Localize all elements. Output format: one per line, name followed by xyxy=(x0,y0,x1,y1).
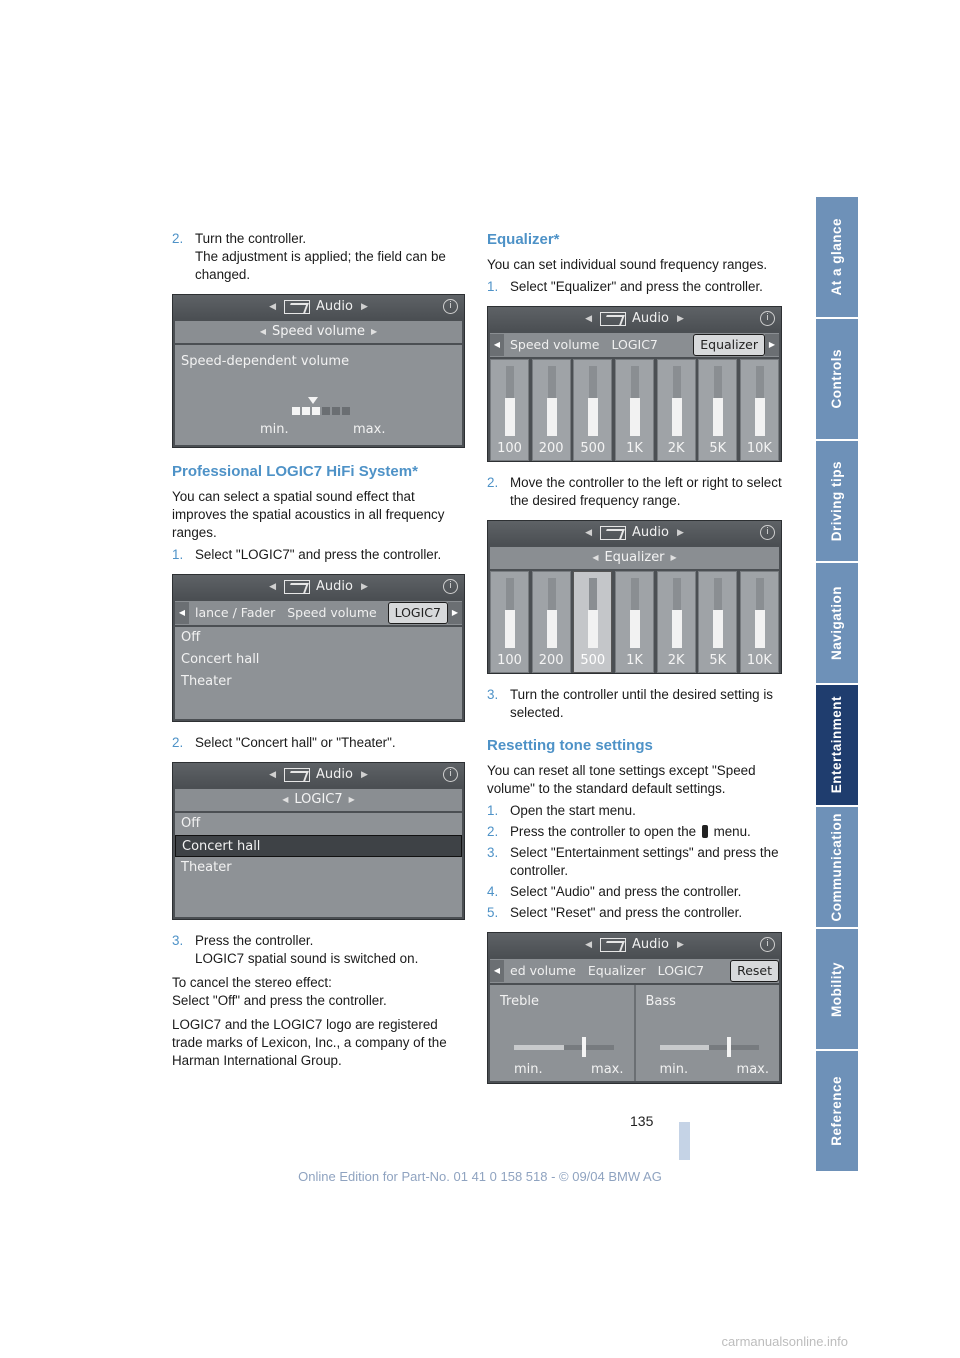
right-arrow-icon: ▶ xyxy=(348,795,355,804)
step-text: Select "Audio" and press the controller. xyxy=(510,884,742,899)
step-text: LOGIC7 spatial sound is switched on. xyxy=(195,951,419,966)
eq-band-label: 100 xyxy=(497,441,522,456)
screen-subtitle: LOGIC7 xyxy=(294,792,343,807)
page-number: 135 xyxy=(630,1113,654,1129)
paragraph: You can set individual sound frequency ranges. xyxy=(487,257,768,272)
section-heading: Resetting tone settings xyxy=(487,737,653,754)
screen-title-bar xyxy=(488,307,781,331)
left-arrow-icon: ◀ xyxy=(175,602,189,624)
step-text: Select "Reset" and press the controller. xyxy=(510,905,743,920)
right-arrow-icon: ▶ xyxy=(360,770,368,780)
page-marker xyxy=(679,1122,690,1160)
screen-subtitle-bar xyxy=(490,547,779,569)
left-arrow-icon: ◀ xyxy=(259,327,266,336)
list-item: Off xyxy=(181,816,201,831)
tab-balance-fader: lance / Fader xyxy=(195,605,276,620)
screen-tabs xyxy=(175,601,462,625)
eq-band xyxy=(615,359,654,461)
eq-band-label: 1K xyxy=(626,441,643,456)
info-icon: i xyxy=(760,525,775,540)
info-icon: i xyxy=(443,579,458,594)
max-label: max. xyxy=(736,1062,769,1077)
eq-band xyxy=(573,359,612,461)
left-arrow-icon: ◀ xyxy=(592,553,599,562)
info-icon: i xyxy=(760,937,775,952)
screen-title: Audio xyxy=(632,525,669,540)
left-arrow-icon: ◀ xyxy=(282,795,289,804)
eq-band xyxy=(657,571,696,673)
indicator-triangle-icon xyxy=(308,397,318,404)
equalizer-bands xyxy=(488,357,781,461)
trademark-note: LOGIC7 and the LOGIC7 logo are registered trade marks of Lexicon, Inc., a company of the Harman International Group. xyxy=(172,1017,447,1068)
audio-logo-icon xyxy=(284,300,310,314)
right-arrow-icon: ▶ xyxy=(765,334,779,356)
tab-logic7: LOGIC7 xyxy=(611,337,658,352)
step-text: Open the start menu. xyxy=(510,803,636,818)
speed-volume-panel xyxy=(175,345,462,445)
sidebar-item-controls[interactable]: Controls xyxy=(816,319,858,439)
step-number: 1. xyxy=(487,803,499,818)
step-text: Select "Entertainment settings" and press the controller. xyxy=(510,845,779,878)
info-icon: i xyxy=(443,767,458,782)
logic7-options-panel xyxy=(175,813,462,917)
paragraph: To cancel the stereo effect: xyxy=(172,975,332,990)
eq-band-label: 10K xyxy=(746,653,772,668)
tab-equalizer: Equalizer xyxy=(693,334,765,356)
reset-screen xyxy=(487,932,782,1084)
eq-band xyxy=(698,359,737,461)
screen-title-bar xyxy=(488,521,781,545)
screen-title-bar xyxy=(488,933,781,957)
screen-subtitle: Equalizer xyxy=(604,550,665,565)
step-text: The adjustment is applied; the field can be changed. xyxy=(195,249,446,282)
step-number: 3. xyxy=(487,845,499,860)
info-icon: i xyxy=(760,311,775,326)
section-heading: Equalizer* xyxy=(487,231,560,248)
audio-logo-icon xyxy=(600,312,626,326)
tab-speed-volume: ed volume xyxy=(510,963,576,978)
eq-band xyxy=(490,571,529,673)
screen-title: Audio xyxy=(632,311,669,326)
eq-band-label: 2K xyxy=(667,441,685,456)
step-text: Press the controller. xyxy=(195,933,314,948)
eq-band-label: 100 xyxy=(497,653,522,668)
left-arrow-icon: ◀ xyxy=(585,528,593,538)
tab-speed-volume: Speed volume xyxy=(287,605,377,620)
step-item xyxy=(172,734,465,752)
screen-title: Audio xyxy=(316,767,353,782)
step-text: Turn the controller. xyxy=(195,231,307,246)
left-arrow-icon: ◀ xyxy=(490,334,504,356)
step-text: Select "Concert hall" or "Theater". xyxy=(195,735,396,750)
step-item xyxy=(487,686,782,722)
eq-band xyxy=(698,571,737,673)
step-text: Press the controller to open the xyxy=(510,824,697,839)
eq-band-label: 200 xyxy=(538,653,564,668)
info-menu-icon xyxy=(702,825,708,838)
screen-title: Audio xyxy=(632,937,669,952)
paragraph: Select "Off" and press the controller. xyxy=(172,993,387,1008)
equalizer-band-screen xyxy=(487,520,782,674)
right-column xyxy=(487,230,782,1096)
min-label: min. xyxy=(260,422,289,437)
eq-band-label: 5K xyxy=(709,441,727,456)
bass-slider-knob xyxy=(727,1037,731,1057)
chapter-sidebar xyxy=(816,197,858,1173)
step-item xyxy=(487,474,782,510)
left-column xyxy=(172,230,465,1074)
right-arrow-icon: ▶ xyxy=(676,528,684,538)
audio-logo-icon xyxy=(600,526,626,540)
step-number: 2. xyxy=(172,231,184,246)
info-icon: i xyxy=(443,299,458,314)
step-item xyxy=(172,230,465,284)
list-item: Off xyxy=(181,630,201,645)
step-item xyxy=(172,546,465,564)
screen-subtitle-bar xyxy=(175,789,462,811)
screen-subtitle-bar xyxy=(175,321,462,343)
treble-bass-panel xyxy=(490,985,779,1081)
screen-tabs xyxy=(490,959,779,983)
left-arrow-icon: ◀ xyxy=(585,940,593,950)
step-item xyxy=(487,904,782,922)
right-arrow-icon: ▶ xyxy=(448,602,462,624)
logic7-options-panel xyxy=(175,627,462,719)
left-arrow-icon: ◀ xyxy=(269,582,277,592)
bass-control xyxy=(634,985,780,1081)
treble-control xyxy=(490,985,634,1081)
list-item: Theater xyxy=(181,860,232,875)
step-number: 5. xyxy=(487,905,499,920)
left-arrow-icon: ◀ xyxy=(269,770,277,780)
logic7-tabs-screen xyxy=(172,574,465,722)
screen-title-bar xyxy=(173,763,464,787)
step-number: 1. xyxy=(487,279,499,294)
tab-logic7: LOGIC7 xyxy=(388,602,448,624)
equalizer-bands xyxy=(488,569,781,673)
step-number: 2. xyxy=(487,824,499,839)
eq-band-label: 10K xyxy=(746,441,772,456)
list-item: Theater xyxy=(181,674,232,689)
right-arrow-icon: ▶ xyxy=(670,553,677,562)
bass-label: Bass xyxy=(645,994,676,1009)
screen-title: Audio xyxy=(316,579,353,594)
speed-volume-screen xyxy=(172,294,465,448)
eq-band xyxy=(490,359,529,461)
tab-reset: Reset xyxy=(730,960,779,982)
audio-logo-icon xyxy=(284,580,310,594)
step-text: Move the controller to the left or right to select the desired frequency range. xyxy=(510,475,782,508)
watermark: carmanualsonline.info xyxy=(721,1334,848,1349)
right-arrow-icon: ▶ xyxy=(371,327,378,336)
right-arrow-icon: ▶ xyxy=(676,940,684,950)
sidebar-item-reference[interactable]: Reference xyxy=(816,1051,858,1171)
treble-label: Treble xyxy=(500,994,539,1009)
eq-band-label: 500 xyxy=(580,441,606,456)
left-arrow-icon: ◀ xyxy=(490,960,504,982)
screen-title-bar xyxy=(173,575,464,599)
screen-title: Audio xyxy=(316,299,353,314)
sidebar-item-navigation[interactable]: Navigation xyxy=(816,563,858,683)
eq-band xyxy=(740,359,779,461)
paragraph: You can select a spatial sound effect that improves the spatial acoustics in all frequency ranges. xyxy=(172,489,445,540)
max-label: max. xyxy=(353,422,386,437)
step-number: 3. xyxy=(172,933,184,948)
eq-band-label: 1K xyxy=(626,653,643,668)
step-item xyxy=(172,932,465,968)
logic7-list-screen xyxy=(172,762,465,920)
screen-tabs xyxy=(490,333,779,357)
step-text: Select "Equalizer" and press the controller. xyxy=(510,279,763,294)
min-label: min. xyxy=(659,1062,689,1077)
sidebar-item-mobility[interactable]: Mobility xyxy=(816,929,858,1049)
audio-logo-icon xyxy=(600,938,626,952)
volume-level-bar xyxy=(292,407,352,415)
tab-speed-volume: Speed volume xyxy=(510,337,600,352)
sidebar-item-communication[interactable]: Communication xyxy=(816,807,858,927)
step-item xyxy=(487,823,782,841)
sidebar-item-driving-tips[interactable]: Driving tips xyxy=(816,441,858,561)
step-text: Turn the controller until the desired setting is selected. xyxy=(510,687,773,720)
audio-logo-icon xyxy=(284,768,310,782)
step-item xyxy=(487,844,782,880)
screen-subtitle: Speed volume xyxy=(271,324,366,339)
list-item-selected: Concert hall xyxy=(175,835,462,857)
paragraph: You can reset all tone settings except "Speed volume" to the standard default settings. xyxy=(487,763,756,796)
eq-band-label: 5K xyxy=(709,653,727,668)
eq-band-label: 200 xyxy=(538,441,564,456)
left-arrow-icon: ◀ xyxy=(269,302,277,312)
sidebar-item-entertainment[interactable]: Entertainment xyxy=(816,685,858,805)
right-arrow-icon: ▶ xyxy=(360,302,368,312)
tab-logic7: LOGIC7 xyxy=(657,963,705,978)
equalizer-tabs-screen xyxy=(487,306,782,462)
step-text: Select "LOGIC7" and press the controller. xyxy=(195,547,442,562)
eq-band xyxy=(657,359,696,461)
step-number: 2. xyxy=(487,475,499,490)
section-heading: Professional LOGIC7 HiFi System* xyxy=(172,463,418,480)
step-item xyxy=(487,883,782,901)
max-label: max. xyxy=(591,1062,624,1077)
min-label: min. xyxy=(514,1062,543,1077)
treble-slider-knob xyxy=(582,1037,586,1057)
eq-band-label: 2K xyxy=(667,653,685,668)
step-item xyxy=(487,278,782,296)
eq-band xyxy=(532,359,571,461)
footer-text: Online Edition for Part-No. 01 41 0 158 518 - © 09/04 BMW AG xyxy=(298,1169,662,1184)
right-arrow-icon: ▶ xyxy=(360,582,368,592)
step-text: menu. xyxy=(713,824,751,839)
step-number: 1. xyxy=(172,547,184,562)
step-number: 3. xyxy=(487,687,499,702)
eq-band xyxy=(615,571,654,673)
step-item xyxy=(487,802,782,820)
eq-band xyxy=(740,571,779,673)
eq-band xyxy=(532,571,571,673)
eq-band-label: 500 xyxy=(580,653,606,668)
eq-band-selected xyxy=(573,571,612,673)
left-arrow-icon: ◀ xyxy=(585,314,593,324)
tab-equalizer: Equalizer xyxy=(587,963,646,978)
step-number: 4. xyxy=(487,884,499,899)
sidebar-item-at-a-glance[interactable]: At a glance xyxy=(816,197,858,317)
screen-title-bar xyxy=(173,295,464,319)
panel-label: Speed-dependent volume xyxy=(181,354,350,369)
list-item: Concert hall xyxy=(181,652,260,667)
right-arrow-icon: ▶ xyxy=(676,314,684,324)
step-number: 2. xyxy=(172,735,184,750)
